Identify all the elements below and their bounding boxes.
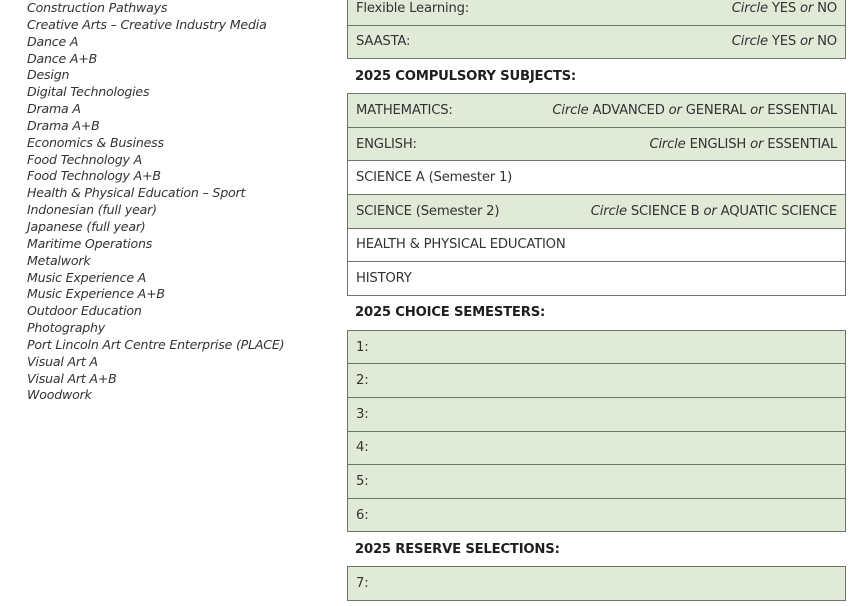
choice-field-3[interactable]: 3:: [348, 398, 845, 432]
subject-item: Port Lincoln Art Centre Enterprise (PLACE): [27, 336, 285, 352]
choice-field-1[interactable]: 1:: [348, 331, 845, 365]
subject-list: [27, 0, 284, 404]
row-label: HISTORY: [356, 270, 412, 286]
subject-item: Drama A+B: [27, 117, 100, 133]
history-row: [348, 262, 845, 296]
saasta-row[interactable]: [348, 26, 845, 60]
row-label: Flexible Learning:: [356, 0, 470, 16]
subject-selection-form: [347, 0, 846, 601]
choice-field-5[interactable]: 5:: [348, 465, 845, 499]
row-label: ENGLISH:: [356, 136, 417, 152]
subject-item: Economics & Business: [27, 134, 164, 150]
subject-item: Metalwork: [27, 252, 91, 268]
subject-item: Construction Pathways: [27, 0, 168, 15]
subject-item: Japanese (full year): [27, 218, 146, 234]
subject-item: Music Experience A: [27, 269, 147, 285]
science-a-row: [348, 161, 845, 195]
subject-item: Dance A: [27, 33, 79, 49]
subject-item: Food Technology A+B: [27, 168, 161, 184]
subject-item: Food Technology A: [27, 151, 142, 167]
subject-item: Outdoor Education: [27, 303, 142, 319]
row-label: SCIENCE A (Semester 1): [356, 170, 513, 186]
row-label: HEALTH & PHYSICAL EDUCATION: [356, 237, 566, 253]
subject-item: Design: [27, 67, 70, 83]
reserve-selections-box: [347, 566, 846, 601]
science-choice[interactable]: Circle SCIENCE B or AQUATIC SCIENCE: [590, 203, 837, 219]
reserve-selections-heading: 2025 RESERVE SELECTIONS:: [355, 541, 560, 557]
choice-field-4[interactable]: 4:: [348, 432, 845, 466]
choice-field-6[interactable]: 6:: [348, 499, 845, 533]
yes-no-choice[interactable]: Circle YES or NO: [731, 34, 837, 50]
compulsory-box: [347, 93, 846, 296]
subject-item: Health & Physical Education – Sport: [27, 185, 246, 201]
subject-item: Visual Art A+B: [27, 370, 117, 386]
science-semester-2-row[interactable]: [348, 195, 845, 229]
subject-item: Maritime Operations: [27, 235, 153, 251]
subject-item: Drama A: [27, 101, 81, 117]
row-label: SAASTA:: [356, 34, 411, 50]
row-label: MATHEMATICS:: [356, 102, 453, 118]
reserve-field-7[interactable]: 7:: [348, 567, 845, 601]
math-level-choice[interactable]: Circle ADVANCED or GENERAL or ESSENTIAL: [552, 102, 837, 118]
hpe-row: [348, 229, 845, 263]
subject-item: Indonesian (full year): [27, 202, 157, 218]
mathematics-row[interactable]: [348, 94, 845, 128]
subject-item: Music Experience A+B: [27, 286, 165, 302]
choice-field-2[interactable]: 2:: [348, 364, 845, 398]
yes-no-choice[interactable]: Circle YES or NO: [731, 0, 837, 16]
subject-item: Creative Arts – Creative Industry Media: [27, 16, 267, 32]
choice-semesters-heading: 2025 CHOICE SEMESTERS:: [355, 305, 546, 321]
subject-item: Digital Technologies: [27, 84, 150, 100]
programs-box: [347, 0, 846, 59]
flexible-learning-row[interactable]: [348, 0, 845, 26]
subject-item: Visual Art A: [27, 353, 98, 369]
english-row[interactable]: [348, 128, 845, 162]
english-level-choice[interactable]: Circle ENGLISH or ESSENTIAL: [649, 136, 837, 152]
subject-item: Woodwork: [27, 387, 92, 403]
subject-item: Dance A+B: [27, 50, 98, 66]
row-label: SCIENCE (Semester 2): [356, 203, 500, 219]
choice-semesters-box: [347, 330, 846, 533]
compulsory-heading: 2025 COMPULSORY SUBJECTS:: [355, 68, 576, 84]
subject-item: Photography: [27, 320, 106, 336]
